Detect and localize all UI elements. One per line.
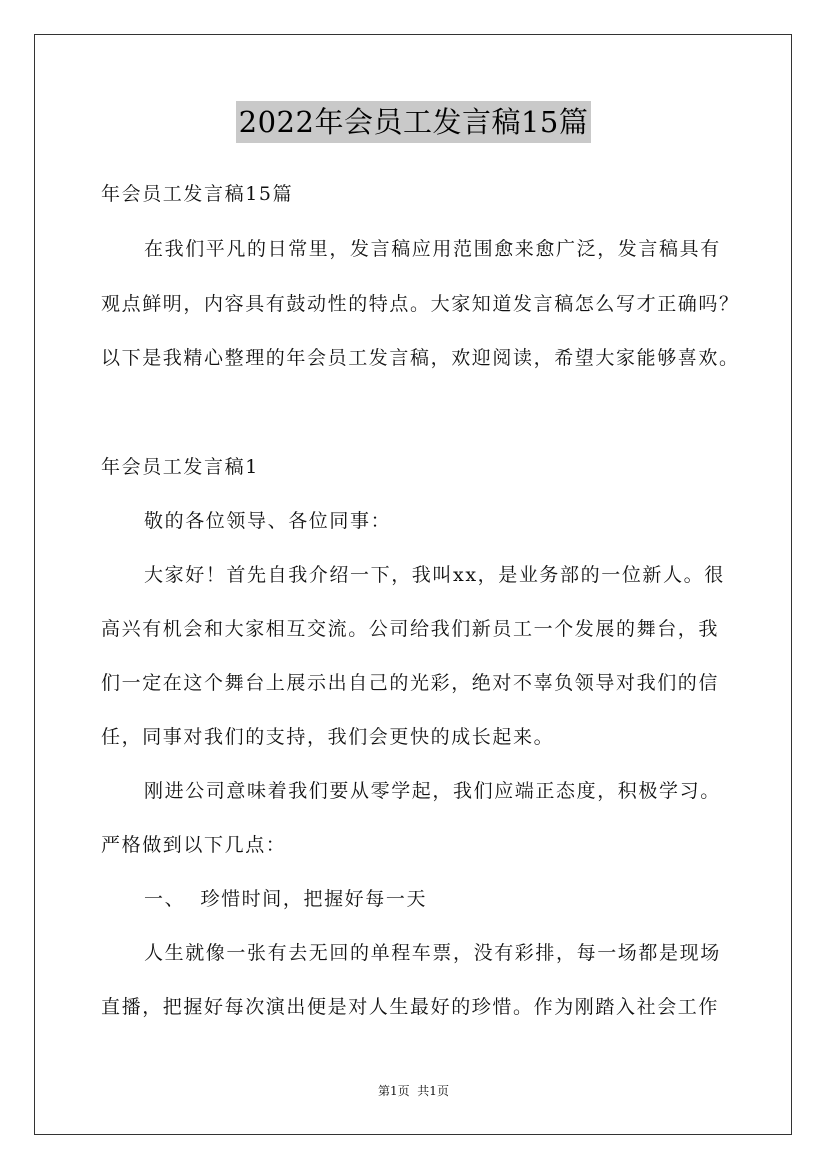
paragraph-line: 大家好！首先自我介绍一下，我叫xx，是业务部的一位新人。很 [144, 564, 725, 586]
paragraph-line: 直播，把握好每次演出便是对人生最好的珍惜。作为刚踏入社会工作 [101, 996, 720, 1018]
paragraph-line: 们一定在这个舞台上展示出自己的光彩，绝对不辜负领导对我们的信 [101, 672, 720, 694]
intro-line: 在我们平凡的日常里，发言稿应用范围愈来愈广泛，发言稿具有 [144, 238, 721, 260]
paragraph-line: 人生就像一张有去无回的单程车票，没有彩排，每一场都是现场 [144, 942, 721, 964]
section-heading: 年会员工发言稿1 [101, 456, 259, 478]
page-footer: 第1页 共1页 [378, 1084, 449, 1098]
document-title: 2022年会员工发言稿15篇 [236, 101, 592, 143]
intro-line: 以下是我精心整理的年会员工发言稿，欢迎阅读，希望大家能够喜欢。 [101, 347, 740, 369]
paragraph-line: 高兴有机会和大家相互交流。公司给我们新员工一个发展的舞台，我 [101, 618, 720, 640]
title-container [0, 101, 827, 143]
subtitle: 年会员工发言稿15篇 [101, 183, 294, 205]
paragraph-line: 刚进公司意味着我们要从零学起，我们应端正态度，积极学习。 [144, 780, 721, 802]
point-heading: 一、 珍惜时间，把握好每一天 [144, 888, 428, 910]
greeting: 敬的各位领导、各位同事： [144, 510, 392, 532]
intro-line: 观点鲜明，内容具有鼓动性的特点。大家知道发言稿怎么写才正确吗？ [101, 293, 740, 315]
paragraph-line: 任，同事对我们的支持，我们会更快的成长起来。 [101, 726, 555, 748]
paragraph-line: 严格做到以下几点： [101, 834, 287, 856]
